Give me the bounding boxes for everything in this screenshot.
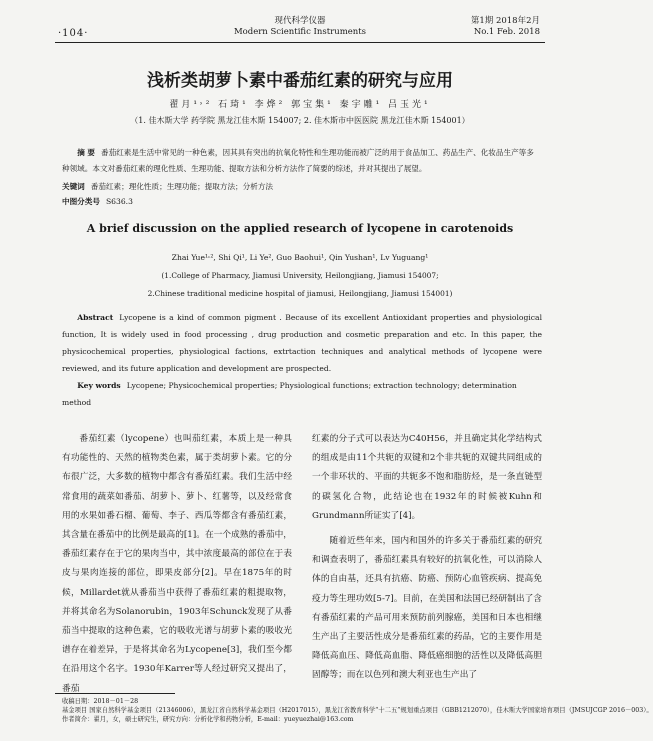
title-cn: 浅析类胡萝卜素中番茄红素的研究与应用 (147, 71, 453, 91)
page-number: ·104· (58, 28, 89, 39)
abstract-en-label: Abstract (77, 313, 114, 322)
footnote-received: 收稿日期：2018－01－28 (62, 698, 139, 705)
keywords-cn (62, 180, 540, 193)
keywords-en-text: Lycopene; Physicochemical properties; Physiological functions; extraction technology; determination method (62, 381, 517, 407)
footnotes (62, 697, 653, 724)
keywords-cn-text: 番茄红素；理化性质；生理功能；提取方法；分析方法 (90, 182, 274, 191)
body-right-paragraph-1: 红素的分子式可以表达为C40H56，并且确定其化学结构式的组成是由11个共轭的双键和2个非共轭的双键共同组成的一个非环状的、平面的共轭多不饱和脂肪烃，是一条直链型的碳氢化合物，此结论也在1932年的时候被Kuhn和Grundmann所证实了[4]。 (312, 434, 542, 521)
keywords-en-label: Key words (77, 381, 121, 390)
footnote-funding: 基金项目 国家自然科学基金项目（21346006），黑龙江省自然科学基金项目（H2017015），黑龙江省教育科学“十二五”规划重点项目（GBB1212070），佳木斯大学国家培育项目（JMSUJCGP 2016－003）。 (62, 707, 653, 714)
affiliation-en-2: 2.Chinese traditional medicine hospital of jiamusi, Heilongjiang, Jiamusi 154001) (147, 289, 453, 298)
issue-info-cn: 第1期 2018年2月 (470, 16, 540, 26)
header-rule (55, 42, 545, 43)
abstract-cn (62, 145, 540, 177)
authors-en: Zhai Yue¹˒², Shi Qi¹, Li Ye², Guo Baohui¹, Qin Yushan¹, Lv Yuguang¹ (171, 253, 429, 262)
body-right-paragraph-2: 随着近些年来，国内和国外的许多关于番茄红素的研究和调查表明了，番茄红素具有较好的抗氧化性，可以消除人体的自由基，还具有抗癌、防癌、预防心血管疾病、提高免疫力等生理功效[5-7]。目前，在美国和法国已经研制出了含有番茄红素的产品可用来预防前列腺癌，美国和日本也相继生产出了主要活性成分是番茄红素的药品，它的主要作用是降低高血压、降低高血脂、降低癌细胞的活性以及降低高胆固醇等；而在以色列和澳大利亚也生产出了 (312, 536, 542, 681)
journal-name-cn: 现代科学仪器 (274, 16, 326, 26)
footnote-author: 作者简介：翟月，女，硕士研究生，研究方向：分析化学和药物分析，E-mail：yueyuezhai@163.com (62, 716, 354, 723)
body-right-column (312, 430, 542, 686)
journal-name-en: Modern Scientific Instruments (233, 27, 367, 37)
issue-info (471, 16, 540, 38)
footnote-rule (55, 693, 175, 694)
abstract-cn-text: 番茄红素是生活中常见的一种色素，因其具有突出的抗氧化特性和生理功能而被广泛的用于食品加工、药品生产、化妆品生产等多种领域。本文对番茄红素的理化性质、生理功能、提取方法和分析方法作了简要的综述，并对其提出了展望。 (62, 148, 534, 173)
title-en: A brief discussion on the applied research of lycopene in carotenoids (86, 222, 514, 235)
classification-label: 中图分类号 (62, 197, 100, 206)
affiliation-cn: （1. 佳木斯大学 药学院 黑龙江佳木斯 154007; 2. 佳木斯市中医医院 黑龙江佳木斯 154001） (130, 116, 470, 125)
abstract-en-text: Lycopene is a kind of common pigment . Because of its excellent Antioxidant properties and physiological function, It is widely used in food processing , drug production and cosmetic preparation and etc. In this paper, the physicochemical properties, physiological factions, extrtaction techniques and analytical methods of lycopene were reviewed, and its future application and development are prospected. (62, 313, 542, 373)
authors-cn: 翟月¹˒² 石琦¹ 李烨² 郭宝集¹ 秦宇雕¹ 吕玉光¹ (169, 100, 431, 110)
classification-number (62, 196, 133, 207)
keywords-en (62, 377, 542, 411)
abstract-en (62, 309, 542, 377)
classification-text: S636.3 (105, 197, 133, 206)
affiliation-en-1: (1.College of Pharmacy, Jiamusi University, Heilongjiang, Jiamusi 154007; (161, 271, 439, 280)
abstract-cn-label: 摘 要 (77, 148, 96, 157)
keywords-cn-label: 关键词 (62, 182, 85, 191)
body-left-column: 番茄红素（lycopene）也叫茄红素，本质上是一种具有功能性的、天然的植物类色素，属于类胡萝卜素。它的分布很广泛，大多数的植物中都含有番茄红素。我们生活中经常食用的蔬菜如番茄、胡萝卜、萝卜、红薯等，以及经常食用的水果如番石榴、葡萄、李子、西瓜等都含有番茄红素，其含量在番茄中的比例是最高的[1]。在一个成熟的番茄中，番茄红素存在于它的果肉当中，其中浓度最高的部位在于表皮与果肉连接的部位，即果皮部分[2]。早在1875年的时候，Millardet就从番茄当中获得了番茄红素的粗提取物，并将其命名为Solanorubin，1903年Schunck发现了从番茄当中提取的这种色素，它的吸收光谱与胡萝卜素的吸收光谱存在着差异，于是将其命名为Lycopene[3]，我们至今都在沿用这个名字。1930年Karrer等人经过研究又提出了，番茄 (62, 434, 292, 694)
issue-info-en: No.1 Feb. 2018 (473, 27, 540, 37)
